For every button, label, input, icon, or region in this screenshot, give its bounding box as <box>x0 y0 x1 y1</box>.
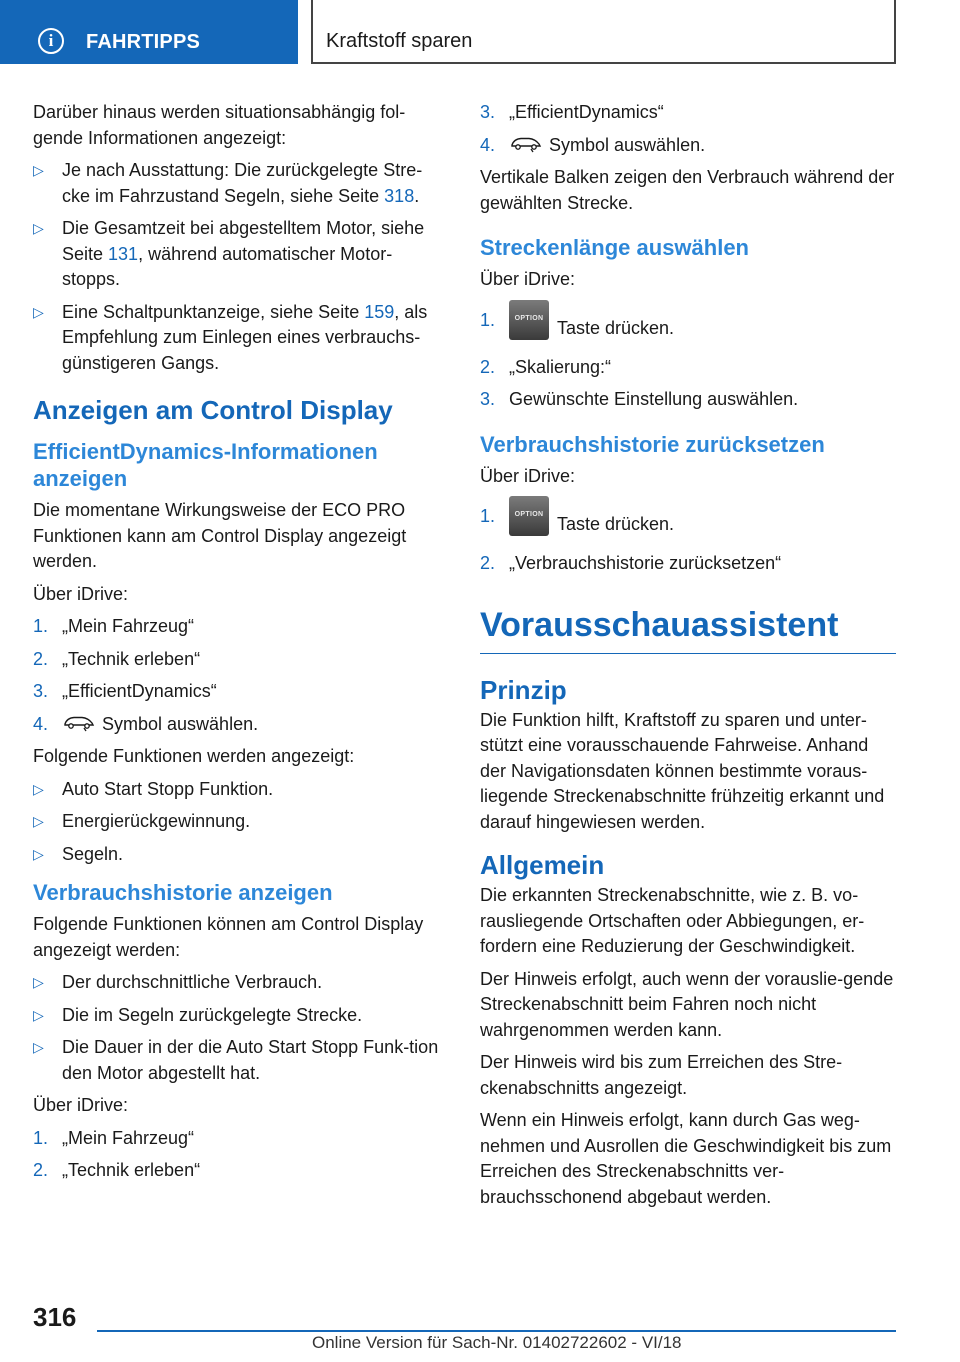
info-bullet-list <box>33 158 448 376</box>
footer-online-version: Online Version für Sach-Nr. 01402722602 - VI/18 <box>312 1333 682 1352</box>
heading-prinzip: Prinzip <box>480 674 567 705</box>
list-item: 1. „Mein Fahrzeug“ <box>33 616 195 636</box>
allgemein-paragraph: Der Hinweis wird bis zum Erreichen des Stre-ckenabschnitts angezeigt. <box>480 1052 843 1098</box>
list-item: 1. „Mein Fahrzeug“ <box>33 1127 195 1148</box>
allgemein-paragraph: Die erkannten Streckenabschnitte, wie z. B. vo-rausliegende Ortschaften oder Abbiegungen, er-fordern eine Reduzierung der Geschwindigkeit. <box>480 885 865 956</box>
allgemein-paragraph: Wenn ein Hinweis erfolgt, kann durch Gas weg-nehmen und Ausrollen die Geschwindigkeit bis zum Erreichen des Streckenabschnitts ver-brauchsschonend abgebaut werden. <box>480 1110 892 1207</box>
heading-allgemein: Allgemein <box>480 850 605 880</box>
functions-paragraph: Folgende Funktionen werden angezeigt: <box>33 746 355 766</box>
history-paragraph: Folgende Funktionen können am Control Display angezeigt werden: <box>33 914 424 960</box>
list-item: 1. OPTION Taste drücken. <box>480 300 896 348</box>
steps-list <box>480 300 896 413</box>
allgemein-paragraph: Der Hinweis erfolgt, auch wenn der vorauslie-gende Streckenabschnitt beim Fahren noch nicht wahrgenommen werden kann. <box>480 968 894 1040</box>
list-item: ▷ Eine Schaltpunktanzeige, siehe Seite 159, als Empfehlung zum Einlegen eines verbrauchs-günstigeren Gangs. <box>33 300 448 377</box>
list-item: ▷ Die Gesamtzeit bei abgestelltem Motor, siehe Seite 131, während automatischer Motor-stopps. <box>33 216 448 293</box>
list-item: 2. „Verbrauchshistorie zurücksetzen“ <box>480 553 782 573</box>
section-title: FAHRTIPPS <box>86 31 201 53</box>
list-item: ▷ Je nach Ausstattung: Die zurückgelegte Stre-cke im Fahrzustand Segeln, siehe Seite 318. <box>33 158 448 209</box>
list-item: 2. „Skalierung:“ <box>480 356 612 377</box>
history-bullet-list <box>33 970 448 1086</box>
bars-paragraph: Vertikale Balken zeigen den Verbrauch während der gewählten Strecke. <box>480 167 895 213</box>
eco-pro-paragraph: Die momentane Wirkungsweise der ECO PRO Funktionen kann am Control Display angezeigt werden. <box>33 500 407 571</box>
right-column <box>480 100 896 1217</box>
page-reference-link[interactable]: 318 <box>384 185 415 206</box>
steps-list <box>480 496 896 577</box>
idrive-label: Über iDrive: <box>33 583 129 604</box>
list-item: 1. OPTION Taste drücken. <box>480 496 896 544</box>
list-item: ▷ Energierückgewinnung. <box>33 809 448 835</box>
list-item: ▷ Auto Start Stopp Funktion. <box>33 777 448 803</box>
option-button-icon: OPTION <box>509 496 549 536</box>
list-item: 3. „EfficientDynamics“ <box>33 681 217 701</box>
heading-reset: Verbrauchshistorie zurücksetzen <box>480 431 825 457</box>
list-item: 3. Gewünschte Einstellung auswählen. <box>480 389 799 409</box>
car-icon <box>62 714 96 732</box>
list-item: 4. Symbol auswählen. <box>480 134 706 155</box>
page-title: Kraftstoff sparen <box>326 30 473 52</box>
header-section-tab <box>0 0 298 64</box>
idrive-label: Über iDrive: <box>480 465 576 486</box>
steps-list <box>33 614 448 737</box>
prinzip-paragraph: Die Funktion hilft, Kraftstoff zu sparen und unter-stützt eine vorausschauende Fahrweise. Anhand der Navigationsdaten können bestimmte voraus-liegende Streckenabschnitte frühzeitig erkannt und darauf hingewiesen werden. <box>480 709 885 832</box>
footer-divider <box>97 1330 896 1332</box>
steps-list <box>480 100 896 158</box>
list-item: 3. „EfficientDynamics“ <box>480 102 664 122</box>
heading-control-display: Anzeigen am Control Display <box>33 395 393 425</box>
idrive-label: Über iDrive: <box>480 269 576 289</box>
page-number: 316 <box>33 1302 77 1332</box>
heading-efficientdynamics: EfficientDynamics-Informationen anzeigen <box>33 439 378 491</box>
list-item: 4. Symbol auswählen. <box>33 713 259 734</box>
heading-vorausschauassistent: Vorausschauassistent <box>480 605 896 654</box>
list-item: ▷ Segeln. <box>33 842 448 868</box>
list-item: ▷ Die Dauer in der die Auto Start Stopp Funk-tion den Motor abgestellt hat. <box>33 1035 448 1086</box>
intro-paragraph: Darüber hinaus werden situationsabhängig fol-gende Informationen angezeigt: <box>33 102 406 148</box>
left-column <box>33 100 448 1191</box>
car-icon <box>509 135 543 153</box>
info-icon: i <box>38 28 64 54</box>
heading-length: Streckenlänge auswählen <box>480 235 749 260</box>
list-item: 2. „Technik erleben“ <box>33 648 201 669</box>
list-item: 2. „Technik erleben“ <box>33 1160 201 1180</box>
page-reference-link[interactable]: 159 <box>364 301 395 322</box>
list-item: ▷ Der durchschnittliche Verbrauch. <box>33 970 448 996</box>
page-reference-link[interactable]: 131 <box>108 243 139 264</box>
idrive-label: Über iDrive: <box>33 1095 129 1115</box>
functions-bullet-list <box>33 777 448 868</box>
heading-history: Verbrauchshistorie anzeigen <box>33 880 333 905</box>
steps-list <box>33 1126 448 1184</box>
option-button-icon: OPTION <box>509 300 549 340</box>
list-item: ▷ Die im Segeln zurückgelegte Strecke. <box>33 1003 448 1029</box>
